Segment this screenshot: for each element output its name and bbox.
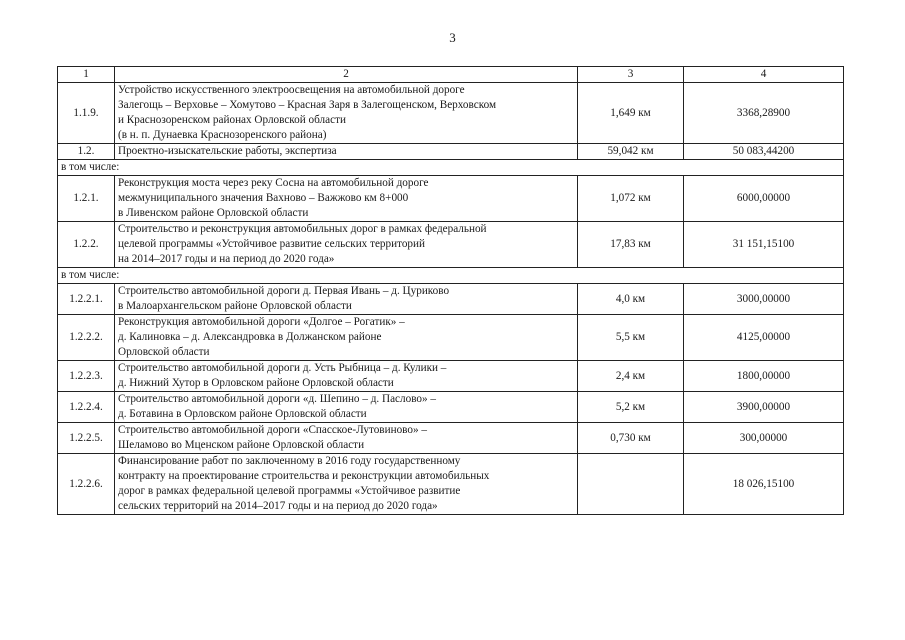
description-line: (в н. п. Дунаевка Краснозоренского района)	[118, 129, 327, 141]
item-amount: 3000,00000	[684, 284, 844, 315]
description-line: Строительство и реконструкция автомобильных дорог в рамках федеральной	[118, 223, 487, 235]
item-number: 1.2.2.	[58, 222, 115, 268]
item-amount: 4125,00000	[684, 315, 844, 361]
budget-table	[57, 66, 844, 515]
item-number: 1.2.1.	[58, 176, 115, 222]
item-description	[115, 315, 578, 361]
item-length: 17,83 км	[578, 222, 684, 268]
description-line: на 2014–2017 годы и на период до 2020 года»	[118, 253, 335, 265]
item-length: 1,649 км	[578, 83, 684, 144]
item-number: 1.2.2.3.	[58, 361, 115, 392]
column-header: 3	[578, 67, 684, 83]
subheading-row	[58, 160, 844, 176]
description-line: в Ливенском районе Орловской области	[118, 207, 309, 219]
item-length: 0,730 км	[578, 423, 684, 454]
table-row	[58, 176, 844, 222]
item-amount: 50 083,44200	[684, 144, 844, 160]
item-description	[115, 392, 578, 423]
item-length: 4,0 км	[578, 284, 684, 315]
description-line: в Малоархангельском районе Орловской области	[118, 300, 352, 312]
table-row	[58, 222, 844, 268]
description-line: Финансирование работ по заключенному в 2016 году государственному	[118, 455, 461, 467]
item-length	[578, 454, 684, 515]
item-number: 1.2.2.4.	[58, 392, 115, 423]
description-line: Шеламово во Мценском районе Орловской области	[118, 439, 365, 451]
description-line: д. Нижний Хутор в Орловском районе Орловской области	[118, 377, 394, 389]
item-length: 5,2 км	[578, 392, 684, 423]
table-row	[58, 83, 844, 144]
item-length: 5,5 км	[578, 315, 684, 361]
description-line: д. Калиновка – д. Александровка в Должанском районе	[118, 331, 382, 343]
item-number: 1.2.2.2.	[58, 315, 115, 361]
description-line: Строительство автомобильной дороги «Спасское-Лутовиново» –	[118, 424, 427, 436]
table-row	[58, 284, 844, 315]
item-number: 1.2.	[58, 144, 115, 160]
item-amount: 300,00000	[684, 423, 844, 454]
table-row	[58, 315, 844, 361]
item-description	[115, 284, 578, 315]
description-line: межмуниципального значения Вахново – Важжово км 8+000	[118, 192, 409, 204]
page-number: 3	[449, 30, 456, 45]
subheading-label: в том числе:	[58, 268, 844, 284]
item-number: 1.2.2.5.	[58, 423, 115, 454]
item-description	[115, 423, 578, 454]
column-header: 2	[115, 67, 578, 83]
item-amount: 1800,00000	[684, 361, 844, 392]
item-amount: 6000,00000	[684, 176, 844, 222]
table-row	[58, 392, 844, 423]
item-description	[115, 176, 578, 222]
column-header: 1	[58, 67, 115, 83]
item-length: 59,042 км	[578, 144, 684, 160]
item-description	[115, 144, 578, 160]
description-line: и Краснозоренском районах Орловской области	[118, 114, 346, 126]
description-line: Устройство искусственного электроосвещения на автомобильной дороге	[118, 84, 465, 96]
description-line: Строительство автомобильной дороги д. Усть Рыбница – д. Кулики –	[118, 362, 447, 374]
column-header: 4	[684, 67, 844, 83]
description-line: Строительство автомобильной дороги «д. Шепино – д. Паслово» –	[118, 393, 436, 405]
table-row	[58, 144, 844, 160]
description-line: дорог в рамках федеральной целевой программы «Устойчивое развитие	[118, 485, 461, 497]
description-line: Реконструкция автомобильной дороги «Долгое – Рогатик» –	[118, 316, 405, 328]
description-line: контракту на проектирование строительства и реконструкции автомобильных	[118, 470, 490, 482]
description-line: целевой программы «Устойчивое развитие сельских территорий	[118, 238, 425, 250]
item-description	[115, 454, 578, 515]
description-line: Орловской области	[118, 346, 210, 358]
table-row	[58, 454, 844, 515]
description-line: Реконструкция моста через реку Сосна на автомобильной дороге	[118, 177, 429, 189]
item-number: 1.2.2.6.	[58, 454, 115, 515]
table-row	[58, 423, 844, 454]
description-line: д. Ботавина в Орловском районе Орловской области	[118, 408, 367, 420]
item-description	[115, 361, 578, 392]
item-number: 1.1.9.	[58, 83, 115, 144]
subheading-row	[58, 268, 844, 284]
item-amount: 3900,00000	[684, 392, 844, 423]
table-row	[58, 361, 844, 392]
item-amount: 31 151,15100	[684, 222, 844, 268]
subheading-label: в том числе:	[58, 160, 844, 176]
item-number: 1.2.2.1.	[58, 284, 115, 315]
table-header-row	[58, 67, 844, 83]
item-length: 2,4 км	[578, 361, 684, 392]
item-length: 1,072 км	[578, 176, 684, 222]
item-amount: 3368,28900	[684, 83, 844, 144]
description-line: Залегощь – Верховье – Хомутово – Красная Заря в Залегощенском, Верховском	[118, 99, 497, 111]
description-line: Проектно-изыскательские работы, экспертиза	[118, 145, 337, 157]
description-line: сельских территорий на 2014–2017 годы и на период до 2020 года»	[118, 500, 438, 512]
description-line: Строительство автомобильной дороги д. Первая Ивань – д. Цуриково	[118, 285, 450, 297]
item-description	[115, 83, 578, 144]
item-amount: 18 026,15100	[684, 454, 844, 515]
item-description	[115, 222, 578, 268]
